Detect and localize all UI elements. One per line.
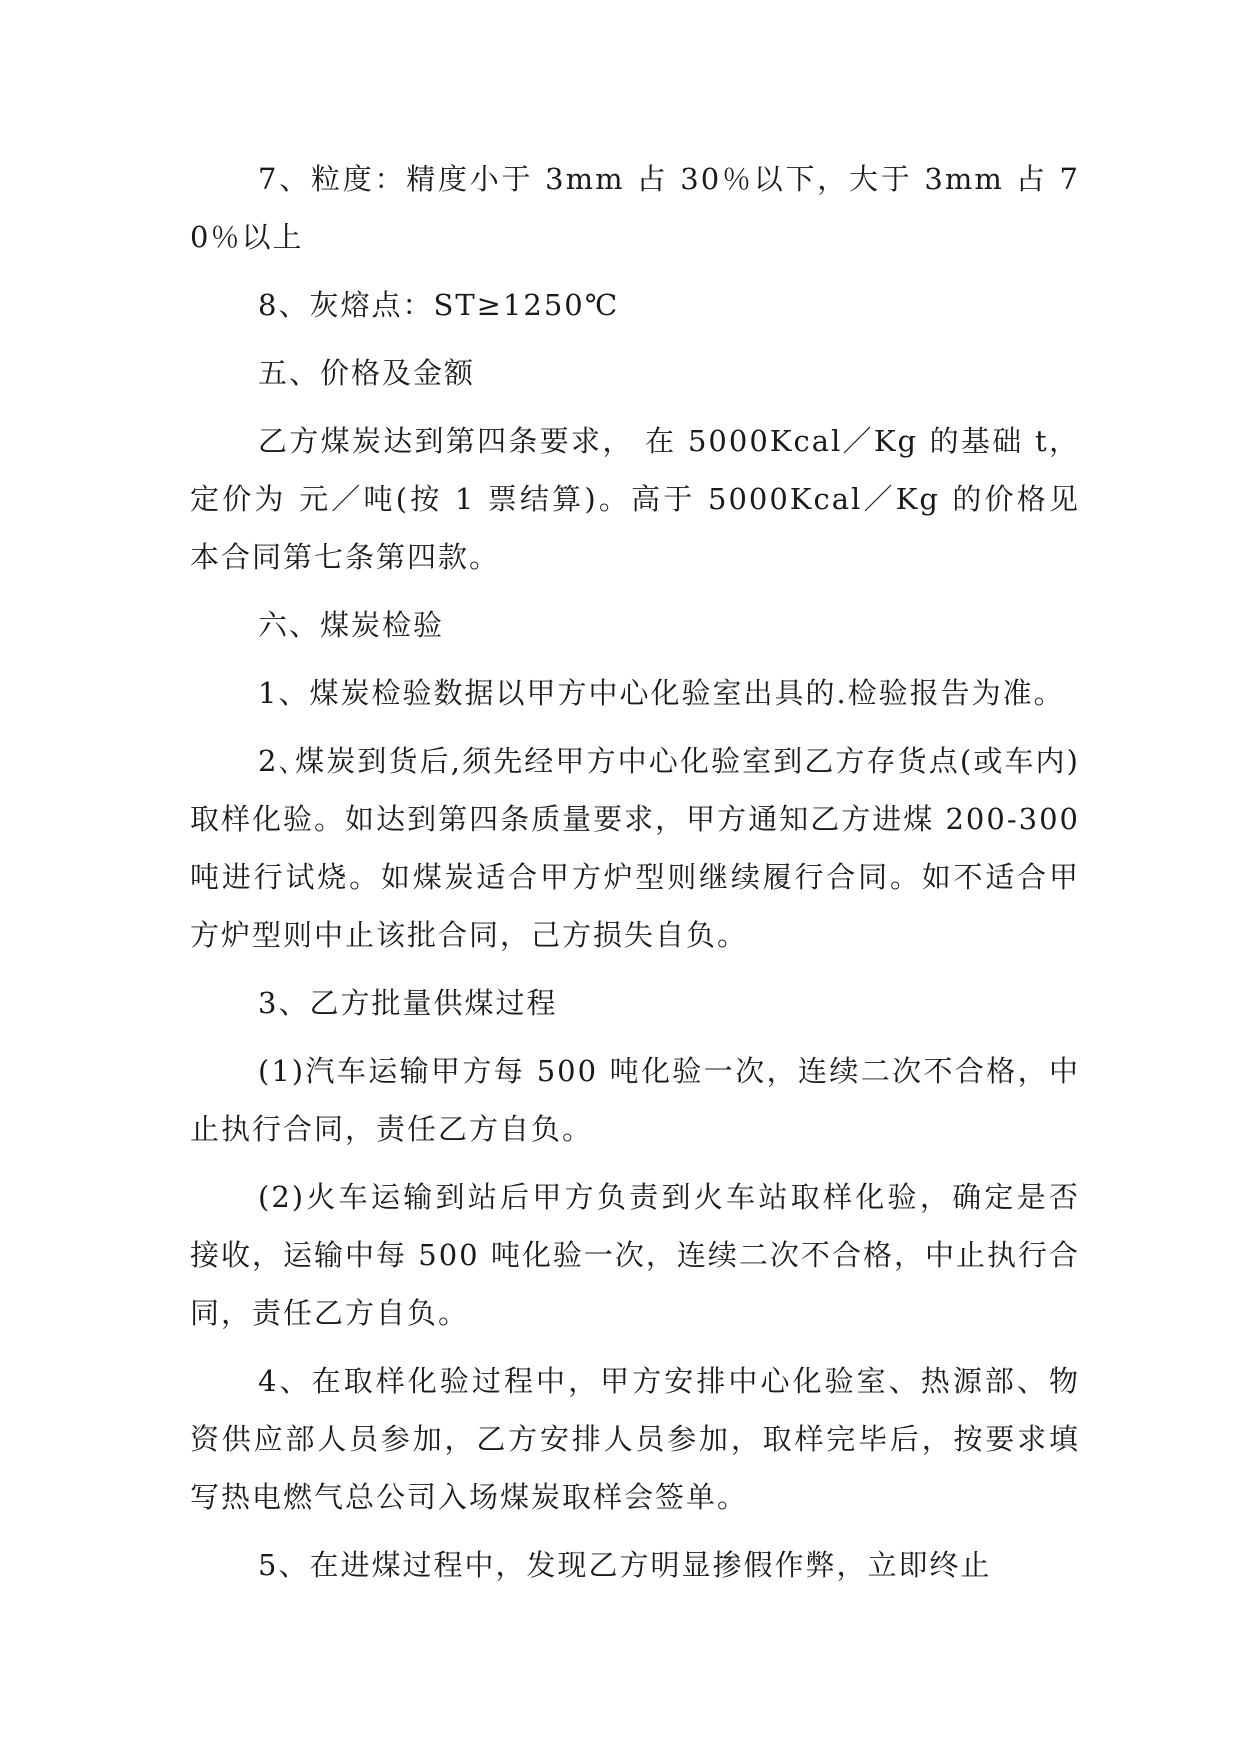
paragraph-ash-fusion-point: 8、灰熔点：ST≥1250℃ — [258, 288, 620, 322]
paragraph-inspection-3: 3、乙方批量供煤过程 — [258, 986, 558, 1020]
paragraph-inspection-5: 5、在进煤过程中，发现乙方明显掺假作弊，立即终止 — [258, 1548, 992, 1582]
paragraph-price-terms: 乙方煤炭达到第四条要求， 在 5000Kcal／Kg 的基础 t，定价为 元／吨(按 1 票结算)。高于 5000Kcal／Kg 的价格见本合同第七条第四款。 — [190, 424, 1080, 574]
paragraph-inspection-1: 1、煤炭检验数据以甲方中心化验室出具的.检验报告为准。 — [258, 676, 1065, 710]
paragraph-inspection-4: 4、在取样化验过程中，甲方安排中心化验室、热源部、物资供应部人员参加，乙方安排人员参加，取样完毕后，按要求填写热电燃气总公司入场煤炭取样会签单。 — [190, 1364, 1080, 1514]
section-heading-inspection: 六、煤炭检验 — [258, 608, 445, 642]
document-body — [190, 150, 1080, 1604]
paragraph-inspection-3-2: (2)火车运输到站后甲方负责到火车站取样化验，确定是否接收，运输中每 500 吨化验一次，连续二次不合格，中止执行合同，责任乙方自负。 — [190, 1180, 1080, 1330]
paragraph-granularity: 7、粒度：精度小于 3mm 占 30％以下，大于 3mm 占 70％以上 — [190, 162, 1080, 254]
paragraph-inspection-3-1: (1)汽车运输甲方每 500 吨化验一次，连续二次不合格，中止执行合同，责任乙方自负。 — [190, 1054, 1080, 1146]
paragraph-inspection-2: 2､煤炭到货后,须先经甲方中心化验室到乙方存货点(或车内)取样化验。如达到第四条质量要求，甲方通知乙方进煤 200-300 吨进行试烧。如煤炭适合甲方炉型则继续履行合同。如不适合甲方炉型则中止该批合同，己方损失自负。 — [190, 744, 1080, 952]
section-heading-price: 五、价格及金额 — [258, 356, 476, 390]
